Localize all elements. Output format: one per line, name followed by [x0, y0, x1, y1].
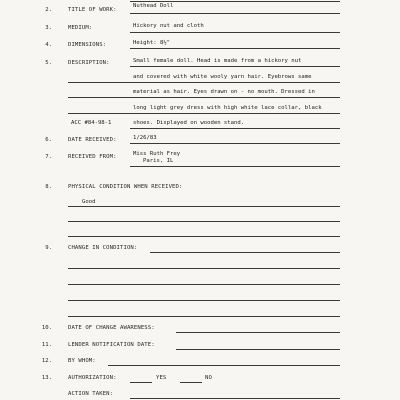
item-6-line — [130, 143, 340, 144]
item-2-value: Nuthead Doll — [133, 3, 174, 9]
change-rule-3 — [68, 300, 340, 301]
item-3-line — [130, 32, 340, 33]
item-5-label: DESCRIPTION: — [68, 60, 110, 66]
item-12-line — [108, 365, 340, 366]
item-4-line — [130, 48, 340, 49]
received-from-line-1: Miss Ruth Frey — [133, 151, 181, 157]
item-4-label: DIMENSIONS: — [68, 42, 107, 48]
item-2-label: TITLE OF WORK: — [68, 7, 117, 13]
description-line-5: shoes. Displayed on wooden stand. — [133, 120, 245, 126]
item-9-number: 9. — [45, 245, 52, 251]
change-rule-0 — [150, 252, 340, 253]
item-12-label: BY WHOM: — [68, 358, 96, 364]
description-line-2: and covered with white wooly yarn hair. Eyebrows same — [133, 74, 312, 80]
item-6-label: DATE RECEIVED: — [68, 137, 117, 143]
condition-rule-1 — [68, 206, 340, 207]
item-3-label: MEDIUM: — [68, 25, 93, 31]
item-6-number: 6. — [45, 137, 52, 143]
item-4-value: Height: 8½" — [133, 40, 171, 46]
item-6-value: 1/26/83 — [133, 135, 157, 141]
description-rule-2 — [68, 82, 340, 83]
item-3-number: 3. — [45, 25, 52, 31]
item-7-line — [130, 166, 340, 167]
authorization-yes-blank — [130, 382, 152, 383]
description-rule-4 — [68, 113, 340, 114]
item-7-number: 7. — [45, 154, 52, 160]
item-10-label: DATE OF CHANGE AWARENESS: — [68, 325, 155, 331]
item-10-number: 10. — [41, 325, 52, 331]
authorization-no-blank — [180, 382, 202, 383]
description-rule-3 — [68, 97, 340, 98]
authorization-no-label: NO — [205, 375, 212, 381]
item-2-line — [130, 13, 340, 14]
description-line-4: long light grey dress with high white lace collar, black — [133, 105, 322, 111]
condition-rule-3 — [68, 236, 340, 237]
condition-rule-2 — [68, 221, 340, 222]
item-11-label: LENDER NOTIFICATION DATE: — [68, 342, 155, 348]
item-5-number: 5. — [45, 60, 52, 66]
item-13-number: 13. — [41, 375, 52, 381]
item-2-number: 2. — [45, 7, 52, 13]
top-rule — [130, 1, 340, 2]
item-11-number: 11. — [41, 342, 52, 348]
change-rule-2 — [68, 284, 340, 285]
item-7-label: RECEIVED FROM: — [68, 154, 117, 160]
received-from-line-2: Paris, IL — [143, 158, 174, 164]
item-3-value: Hickory nut and cloth — [133, 23, 204, 29]
description-rule-1 — [130, 66, 340, 67]
description-line-1: Small female doll. Head is made from a hickory nut — [133, 58, 302, 64]
item-11-line — [176, 349, 340, 350]
item-8-value: Good — [82, 199, 96, 205]
accession-number: ACC #84-98-1 — [71, 120, 112, 126]
authorization-yes-label: YES — [156, 375, 167, 381]
description-rule-5 — [130, 128, 340, 129]
description-line-3: material as hair. Eyes drawn on - no mouth. Dressed in — [133, 89, 315, 95]
item-12-number: 12. — [41, 358, 52, 364]
item-10-line — [176, 332, 340, 333]
item-9-label: CHANGE IN CONDITION: — [68, 245, 138, 251]
item-8-number: 8. — [45, 184, 52, 190]
item-4-number: 4. — [45, 42, 52, 48]
change-rule-1 — [68, 268, 340, 269]
action-taken-line — [130, 398, 340, 399]
item-13-label: AUTHORIZATION: — [68, 375, 117, 381]
item-8-label: PHYSICAL CONDITION WHEN RECEIVED: — [68, 184, 183, 190]
change-rule-4 — [68, 316, 340, 317]
action-taken-label: ACTION TAKEN: — [68, 391, 114, 397]
